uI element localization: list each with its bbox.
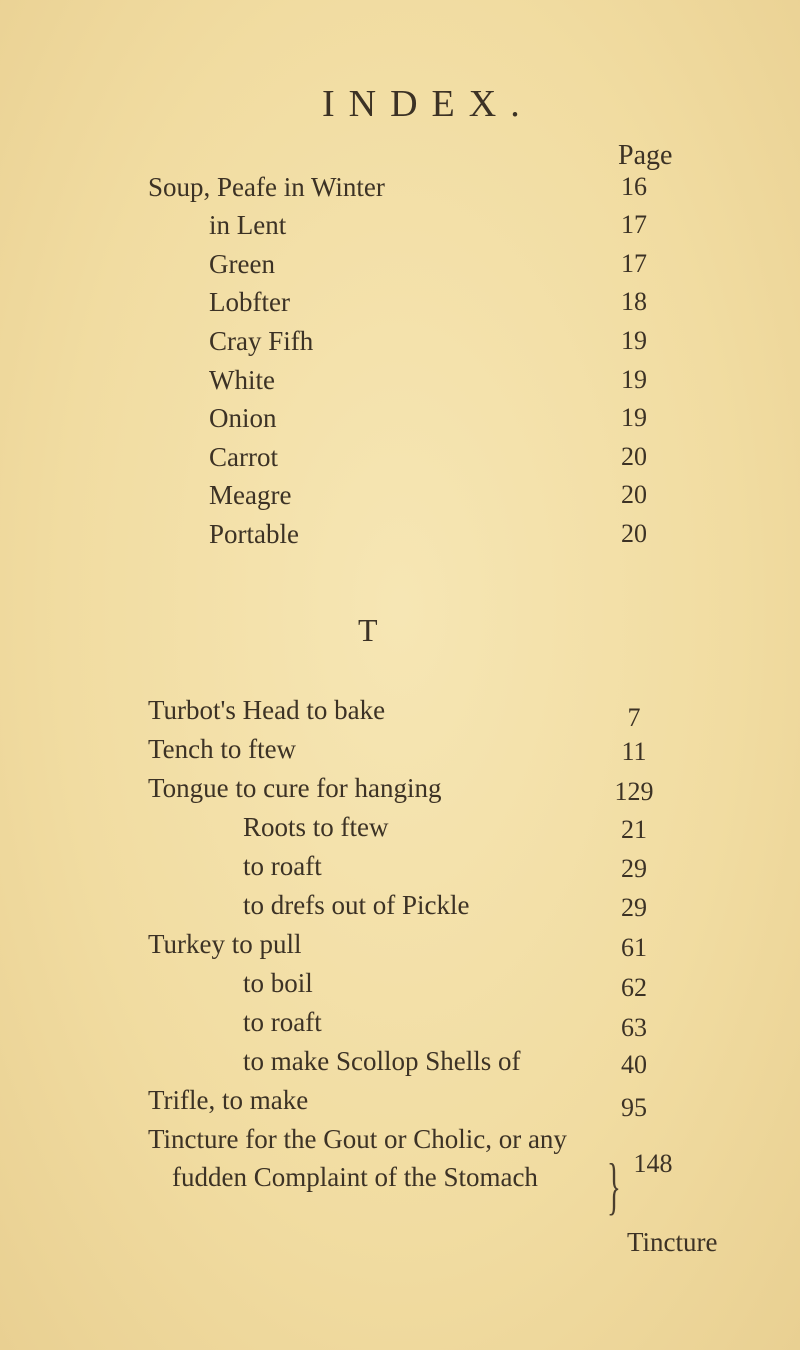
page-number: 21 — [621, 815, 647, 844]
page-number: 17 — [621, 249, 647, 278]
index-entry: Tench to ftew — [148, 734, 297, 764]
page-number: 63 — [621, 1013, 647, 1042]
index-entry: Cray Fifh — [209, 326, 314, 356]
page-number: 40 — [621, 1050, 647, 1079]
index-entry: Trifle, to make — [148, 1085, 309, 1115]
index-entry: to drefs out of Pickle — [243, 890, 470, 920]
index-entry: Meagre — [209, 480, 292, 510]
page-column-header: Page — [618, 140, 673, 171]
page-number: 7 — [627, 703, 641, 732]
index-entry: Portable — [209, 519, 299, 549]
page-number: 148 — [633, 1149, 673, 1178]
brace-icon: } — [607, 1150, 621, 1221]
page-number: 61 — [621, 933, 647, 962]
index-entry-line: Tincture for the Gout or Cholic, or any — [148, 1124, 567, 1154]
index-entry: Turkey to pull — [148, 929, 302, 959]
index-entry: to make Scollop Shells of — [243, 1046, 521, 1076]
index-entry: in Lent — [209, 210, 287, 240]
index-entry: Tongue to cure for hanging — [148, 773, 442, 803]
page-number: 19 — [621, 365, 647, 394]
section-letter: T — [358, 612, 378, 648]
index-entry: to roaft — [243, 851, 322, 881]
page-number: 20 — [621, 442, 647, 471]
page-number: 17 — [621, 210, 647, 239]
catchword: Tincture — [627, 1227, 718, 1257]
index-entry: Turbot's Head to bake — [148, 695, 386, 725]
index-entry: Lobfter — [209, 287, 290, 317]
page-number: 20 — [621, 519, 647, 548]
index-entry: to boil — [243, 968, 313, 998]
page-number: 11 — [621, 737, 647, 766]
page-number: 19 — [621, 326, 647, 355]
index-entry: Soup, Peafe in Winter — [148, 172, 385, 202]
page-title: INDEX. — [322, 83, 534, 125]
index-entry: to roaft — [243, 1007, 322, 1037]
index-entry: Roots to ftew — [243, 812, 389, 842]
page-number: 20 — [621, 480, 647, 509]
index-entry-line: fudden Complaint of the Stomach — [172, 1162, 538, 1192]
index-entry: Carrot — [209, 442, 278, 472]
page-number: 62 — [621, 973, 647, 1002]
page-number: 29 — [621, 854, 647, 883]
page-number: 29 — [621, 893, 647, 922]
page-number: 19 — [621, 403, 647, 432]
page-number: 95 — [621, 1093, 647, 1122]
index-entry: White — [209, 365, 275, 395]
page-number: 129 — [614, 777, 654, 806]
page-number: 16 — [621, 172, 647, 201]
page-number: 18 — [621, 287, 647, 316]
index-entry: Onion — [209, 403, 277, 433]
index-entry: Green — [209, 249, 275, 279]
